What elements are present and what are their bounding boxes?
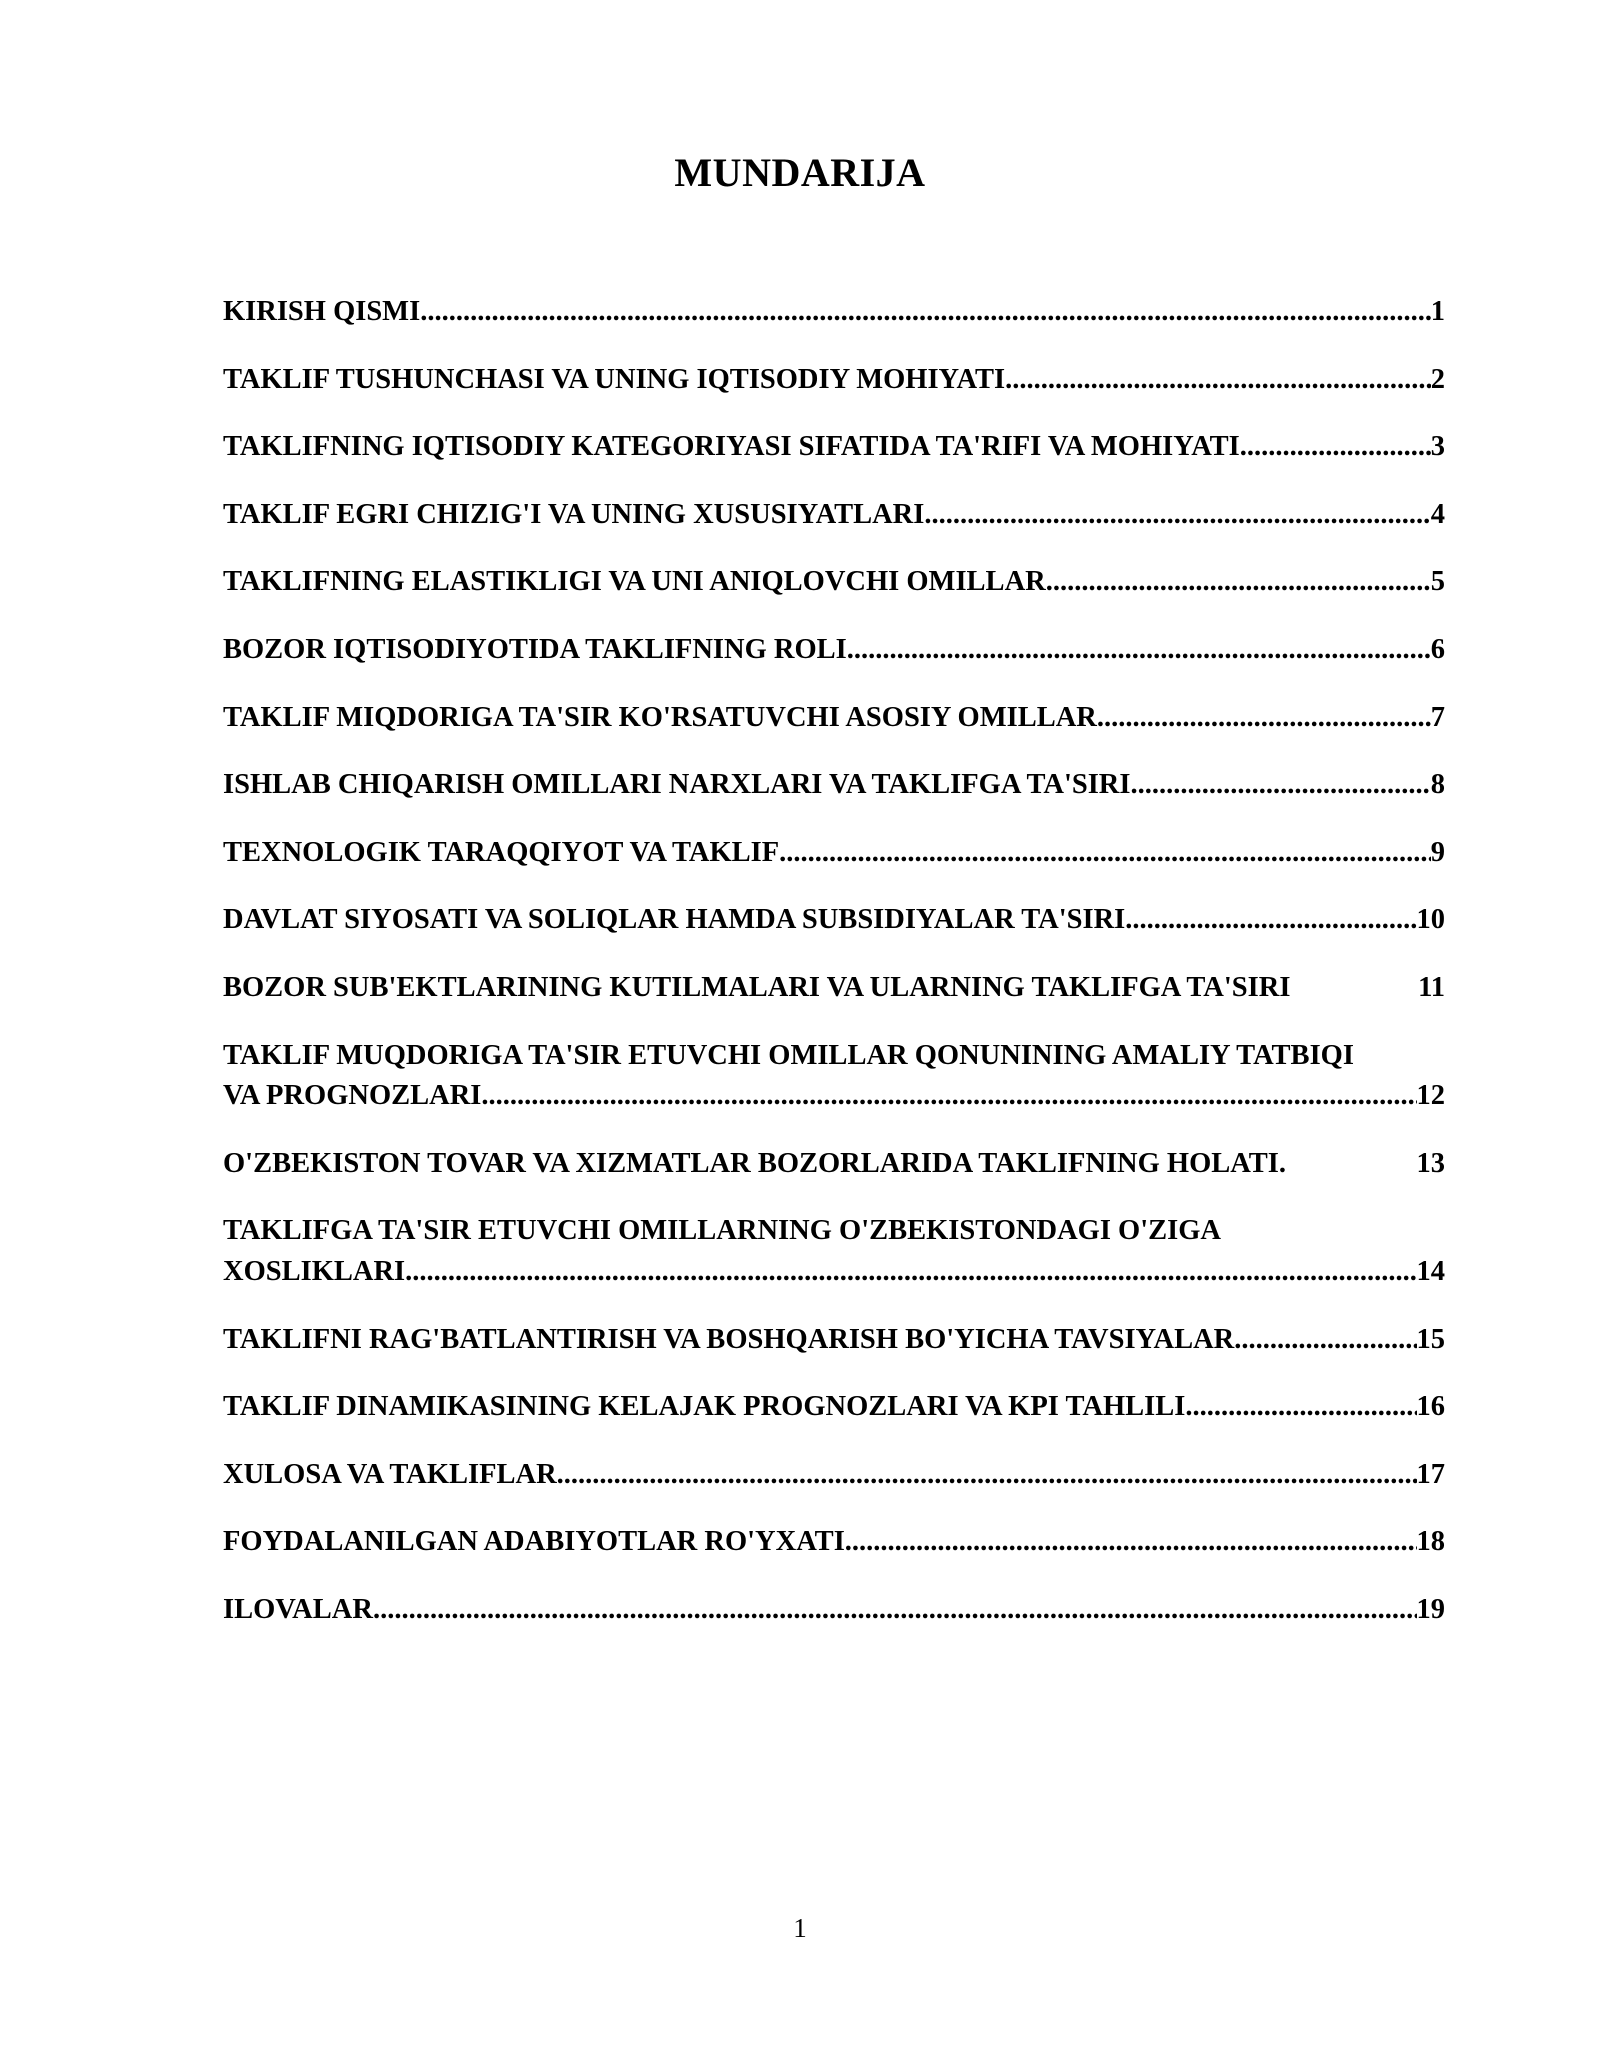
toc-entry-title-line1: TAKLIFGA TA'SIR ETUVCHI OMILLARNING O'ZBEKISTONDAGI O'ZIGA — [223, 1215, 1221, 1247]
toc-entry-page: 2 — [1430, 363, 1445, 395]
toc-entry-title: TAKLIFNING IQTISODIY KATEGORIYASI SIFATIDA TA'RIFI VA MOHIYATI — [223, 431, 1240, 463]
toc-entry[interactable] — [223, 292, 1455, 333]
toc-entry[interactable] — [223, 1320, 1455, 1361]
toc-entry-page: 13 — [1416, 1147, 1445, 1179]
toc-dot-leader — [420, 292, 1431, 333]
page-title: MUNDARIJA — [674, 150, 926, 195]
toc-entry-title: TAKLIFNING ELASTIKLIGI VA UNI ANIQLOVCHI OMILLAR — [223, 566, 1046, 598]
toc-entry-title: XULOSA VA TAKLIFLAR — [223, 1458, 557, 1490]
toc-entry-page: 18 — [1416, 1526, 1445, 1558]
toc-dot-leader — [1005, 360, 1431, 401]
toc-entry-page: 5 — [1430, 566, 1445, 598]
toc-entry-title-line2: VA PROGNOZLARI — [223, 1080, 482, 1112]
toc-entry-page: 17 — [1416, 1458, 1445, 1490]
toc-dot-leader — [924, 495, 1430, 536]
toc-entry-page: 7 — [1430, 701, 1445, 733]
toc-dot-leader — [1125, 900, 1416, 941]
toc-dot-leader — [1130, 765, 1430, 806]
toc-entry[interactable] — [223, 698, 1455, 739]
toc-entry-title: KIRISH QISMI — [223, 296, 421, 327]
toc-entry[interactable] — [223, 360, 1455, 401]
toc-entry-page: 11 — [1418, 971, 1445, 1003]
toc-entry-title-line1: TAKLIF MUQDORIGA TA'SIR ETUVCHI OMILLAR QONUNINING AMALIY TATBIQI — [223, 1039, 1354, 1071]
toc-entry[interactable] — [223, 1590, 1455, 1631]
toc-entry-title: ILOVALAR — [223, 1593, 373, 1625]
toc-dot-leader — [779, 833, 1431, 874]
toc-entry[interactable] — [223, 630, 1455, 671]
toc-entry[interactable] — [223, 562, 1455, 603]
toc-entry-page: 14 — [1416, 1255, 1445, 1287]
toc-entry-title: FOYDALANILGAN ADABIYOTLAR RO'YXATI — [223, 1526, 845, 1558]
toc-dot-leader — [1046, 562, 1431, 603]
toc-entry-title: TAKLIF DINAMIKASINING KELAJAK PROGNOZLARI VA KPI TAHLILI — [223, 1391, 1186, 1423]
toc-entry-title: DAVLAT SIYOSATI VA SOLIQLAR HAMDA SUBSIDIYALAR TA'SIRI — [223, 904, 1126, 936]
toc-entry-page: 4 — [1430, 498, 1445, 530]
toc-entry-title: ISHLAB CHIQARISH OMILLARI NARXLARI VA TAKLIFGA TA'SIRI — [223, 769, 1131, 801]
toc-entry-page: 9 — [1430, 836, 1445, 868]
toc-entry-page: 3 — [1430, 431, 1445, 463]
toc-entry-page: 10 — [1416, 904, 1445, 936]
toc-entry-title: BOZOR SUB'EKTLARINING KUTILMALARI VA ULARNING TAKLIFGA TA'SIRI — [223, 971, 1291, 1003]
toc-entry-page: 6 — [1430, 633, 1445, 665]
toc-dot-leader — [481, 1076, 1416, 1117]
table-of-contents — [223, 292, 1455, 1657]
toc-entry-title-line2: XOSLIKLARI — [223, 1255, 406, 1287]
toc-dot-leader — [1234, 1320, 1416, 1361]
toc-entry-title: TAKLIFNI RAG'BATLANTIRISH VA BOSHQARISH BO'YICHA TAVSIYALAR — [223, 1323, 1235, 1355]
toc-entry-title: BOZOR IQTISODIYOTIDA TAKLIFNING ROLI — [223, 633, 847, 665]
toc-dot-leader — [1185, 1387, 1416, 1428]
toc-entry[interactable] — [223, 427, 1455, 468]
toc-entry[interactable] — [223, 1144, 1455, 1185]
toc-entry-title: TEXNOLOGIK TARAQQIYOT VA TAKLIF — [223, 836, 780, 868]
toc-entry-page: 19 — [1416, 1593, 1445, 1625]
toc-entry[interactable] — [223, 1211, 1455, 1292]
toc-dot-leader — [845, 1522, 1417, 1563]
toc-entry[interactable] — [223, 968, 1455, 1009]
toc-entry-title: TAKLIF TUSHUNCHASI VA UNING IQTISODIY MOHIYATI — [223, 363, 1006, 395]
toc-entry-title: O'ZBEKISTON TOVAR VA XIZMATLAR BOZORLARIDA TAKLIFNING HOLATI. — [223, 1147, 1286, 1179]
toc-dot-leader — [405, 1252, 1416, 1293]
toc-entry[interactable] — [223, 1455, 1455, 1496]
toc-entry-title: TAKLIF MIQDORIGA TA'SIR KO'RSATUVCHI ASOSIY OMILLAR — [223, 701, 1097, 733]
toc-entry-page: 16 — [1416, 1391, 1445, 1423]
toc-dot-leader — [1240, 427, 1431, 468]
toc-entry-page: 15 — [1416, 1323, 1445, 1355]
toc-dot-leader — [373, 1590, 1417, 1631]
toc-entry[interactable] — [223, 1036, 1455, 1117]
toc-entry-page: 12 — [1416, 1080, 1445, 1112]
toc-dot-leader — [557, 1455, 1417, 1496]
toc-dot-leader — [1097, 698, 1431, 739]
page-number: 1 — [793, 1913, 807, 1943]
toc-entry[interactable] — [223, 1387, 1455, 1428]
toc-entry-title: TAKLIF EGRI CHIZIG'I VA UNING XUSUSIYATLARI — [223, 498, 925, 530]
toc-entry[interactable] — [223, 495, 1455, 536]
toc-entry[interactable] — [223, 900, 1455, 941]
toc-entry[interactable] — [223, 765, 1455, 806]
toc-entry[interactable] — [223, 1522, 1455, 1563]
toc-entry-page: 8 — [1430, 769, 1445, 801]
toc-entry-page: 1 — [1430, 296, 1445, 327]
toc-entry[interactable] — [223, 833, 1455, 874]
toc-dot-leader — [847, 630, 1431, 671]
